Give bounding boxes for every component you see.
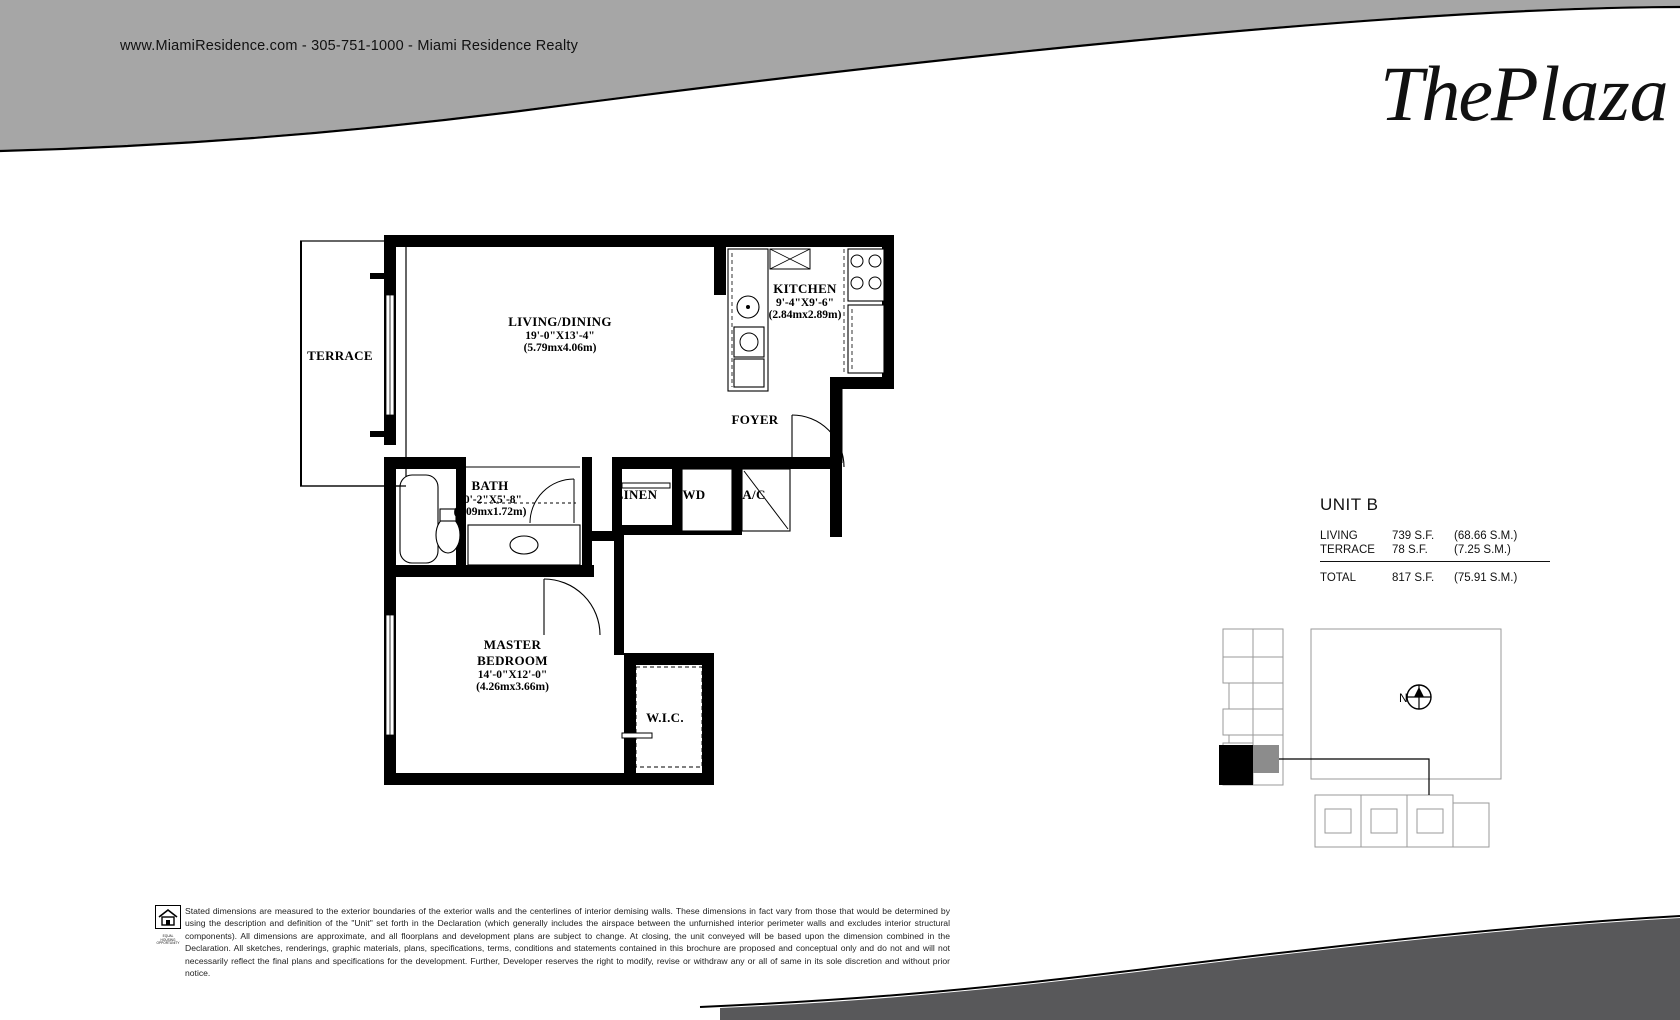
table-row bbox=[1320, 570, 1550, 585]
room-label-master-bedroom: MASTER BEDROOM 14'-0"X12'-0" (4.26mx3.66m) bbox=[476, 637, 549, 693]
svg-text:N: N bbox=[1399, 691, 1408, 705]
contact-info: www.MiamiResidence.com - 305-751-1000 - Miami Residence Realty bbox=[120, 38, 579, 54]
unit-title: UNIT B bbox=[1320, 495, 1379, 514]
highlighted-unit bbox=[1219, 745, 1253, 785]
area-sf-total: 817 S.F. bbox=[1392, 572, 1435, 584]
table-row bbox=[1320, 529, 1550, 543]
table-row bbox=[1320, 543, 1550, 557]
room-label-terrace: TERRACE bbox=[307, 348, 373, 363]
eho-caption: EQUAL HOUSING OPPORTUNITY bbox=[156, 934, 180, 946]
divider bbox=[1320, 561, 1550, 562]
area-label-terrace: TERRACE bbox=[1320, 544, 1375, 556]
room-label-foyer: FOYER bbox=[731, 412, 779, 427]
area-sf-terrace: 78 S.F. bbox=[1392, 544, 1428, 556]
unit-area-table bbox=[1320, 529, 1550, 557]
room-label-kitchen: KITCHEN 9'-4"X9'-6" (2.84mx2.89m) bbox=[768, 281, 842, 321]
room-label-bath: BATH 10'-2"X5'-8" (3.09mx1.72m) bbox=[453, 478, 527, 518]
bottom-band bbox=[0, 870, 1680, 1020]
room-label-living-dining: LIVING/DINING 19'-0"X13'-4" (5.79mx4.06m) bbox=[508, 314, 612, 354]
area-label-total: TOTAL bbox=[1320, 572, 1356, 584]
unit-total-table bbox=[1320, 570, 1550, 585]
disclaimer-text: Stated dimensions are measured to the exterior boundaries of the exterior walls and the centerlines of interior demising walls. These dimensions in fact vary from those that would be determined by using the description and definition of the "Unit" set forth in the Declaration (which generally includes the airspace between the unfurnished interior perimeter walls and excludes interior structural components). All dimensions are approximate, and all floorplans and development plans are subject to change. At closing, the unit conveyed will be based upon the dimension combined in the Declaration. All sketches, renderings, graphic materials, plans, specifications, terms, conditions and statements contained in this brochure are proposed and conceptual only and do not and will not necessarily reflect the final plans and specifications for the development. Further, Developer reserves the right to modify, revise or withdraw any or all of same in its sole discretion and without prior notice. bbox=[185, 906, 950, 979]
logo-plaza: Plaza bbox=[1491, 50, 1669, 137]
room-label-linen: LINEN bbox=[614, 487, 658, 502]
room-label-wic: W.I.C. bbox=[646, 710, 684, 725]
the-plaza-logo bbox=[1380, 50, 1669, 185]
room-label-wd: WD bbox=[682, 487, 706, 502]
unit-info-panel bbox=[1320, 495, 1550, 585]
area-sf-living: 739 S.F. bbox=[1392, 530, 1435, 542]
logo-the: The bbox=[1380, 50, 1491, 137]
area-label-living: LIVING bbox=[1320, 530, 1358, 542]
key-plan bbox=[1215, 625, 1545, 875]
area-sm-terrace: (7.25 S.M.) bbox=[1454, 544, 1511, 556]
area-sm-total: (75.91 S.M.) bbox=[1454, 572, 1518, 584]
room-label-ac: A/C bbox=[742, 487, 766, 502]
area-sm-living: (68.66 S.M.) bbox=[1454, 530, 1518, 542]
